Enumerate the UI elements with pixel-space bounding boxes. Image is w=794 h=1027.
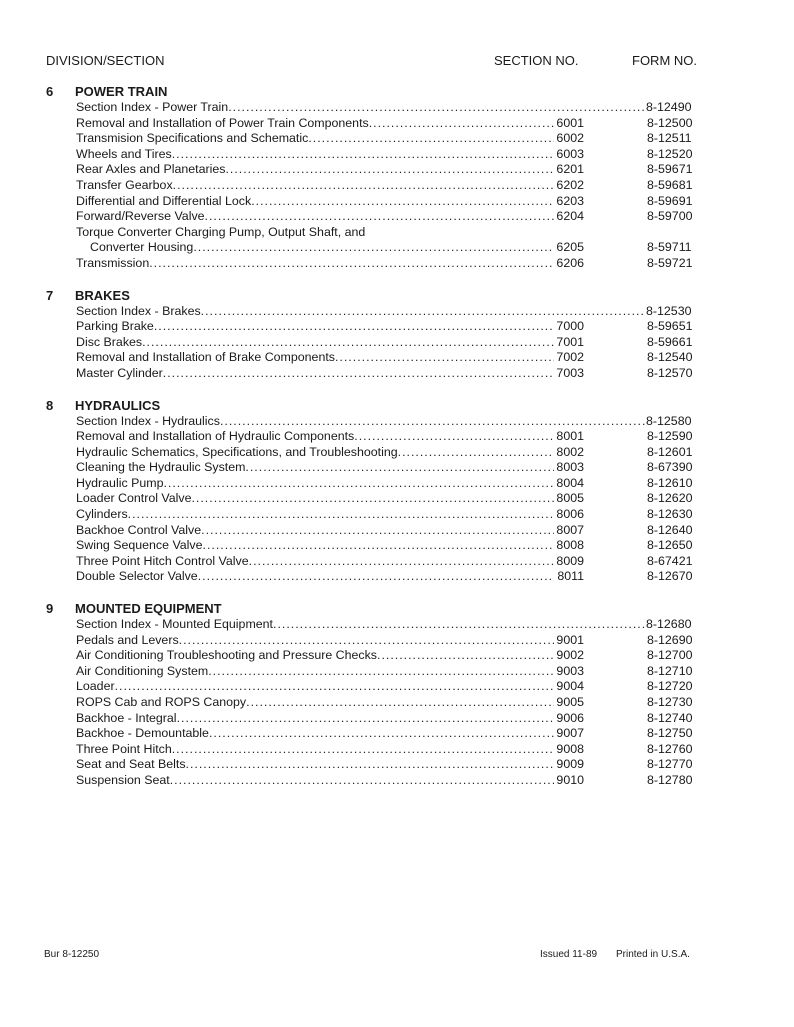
dot-leader [208,664,554,680]
entry-section-number: 8007 [556,522,584,537]
entry-section-number: 8011 [557,569,584,584]
dot-leader [173,178,554,194]
section-title: BRAKES [75,287,130,303]
toc-entry [44,147,704,163]
entry-title: Seat and Seat Belts [76,757,186,772]
entry-title-line [76,445,554,461]
entry-title: Hydraulic Pump [76,475,164,490]
entry-form-number: 8-67390 [647,460,693,475]
section-title: POWER TRAIN [75,84,168,99]
entry-form-number: 8-12690 [647,632,693,647]
entry-title: Section Index - Mounted Equipment [76,617,273,632]
dot-leader [179,633,554,649]
toc-entry [44,773,704,789]
entry-title-line [76,162,554,178]
dot-leader [377,648,554,664]
entry-title: Section Index - Brakes [76,303,201,318]
entry-section-number: 9002 [556,648,584,663]
entry-title: Disc Brakes [76,334,143,349]
entry-section-number: 8006 [556,507,584,522]
entry-form-number: 8-59700 [647,209,693,224]
dot-leader [191,491,554,507]
entry-form-number: 8-12490 [646,100,692,114]
footer-issued-date: Issued 11-89 [540,949,598,960]
entry-title: Loader Control Valve [76,491,192,506]
entry-form-number: 8-12670 [647,569,693,584]
dot-leader [220,414,646,430]
dot-leader [335,350,554,366]
entry-title-line [76,757,554,773]
dot-leader [201,523,554,539]
entry-title: Air Conditioning Troubleshooting and Pressure Checks [76,648,377,663]
entry-title: Cylinders [76,507,128,522]
entry-form-number: 8-12700 [647,648,693,663]
entry-title-line [76,100,646,116]
entry-section-number: 6001 [556,115,584,130]
entry-title-line [76,178,554,194]
dot-leader [186,757,554,773]
toc-entry [44,648,704,664]
entry-form-number: 8-12710 [647,663,693,678]
entry-section-number: 9005 [556,695,584,709]
table-of-contents [44,82,704,803]
toc-section [44,599,704,789]
entry-title: Parking Brake [76,319,154,334]
entry-title: Backhoe - Integral [76,710,177,725]
entry-form-number: 8-12730 [647,695,693,709]
toc-entry [44,429,704,445]
toc-entry [44,679,704,695]
section-heading [44,82,704,100]
entry-section-number: 6002 [556,131,584,146]
entry-title-line [76,209,554,225]
entry-title: Transfer Gearbox [76,177,173,192]
entry-title-line [76,742,554,758]
entry-title: Removal and Installation of Hydraulic Components [76,429,355,444]
entry-title: Cleaning the Hydraulic System [76,460,246,475]
dot-leader [193,240,554,256]
entry-section-number: 9008 [556,741,584,756]
dot-leader [308,131,554,147]
form-no-header: FORM NO. [632,53,697,68]
entry-form-number: 8-12650 [647,538,693,553]
entry-title-line [76,569,554,585]
toc-entry [44,225,704,256]
entry-form-number: 8-12590 [647,429,693,444]
entry-title-line [76,304,646,320]
entry-form-number: 8-59691 [647,193,693,208]
toc-entry [44,711,704,727]
entry-title: Backhoe Control Valve [76,522,202,537]
dot-leader [115,679,554,695]
dot-leader [149,256,554,272]
entry-title-line [76,773,554,789]
toc-entry [44,491,704,507]
entry-title-line [76,648,554,664]
toc-entry [44,617,704,633]
entry-section-number: 7001 [556,334,584,349]
toc-entry [44,178,704,194]
entry-form-number: 8-12500 [647,115,693,130]
entry-section-number: 6206 [556,255,584,270]
entry-title: Converter Housing [90,240,194,255]
toc-entry [44,116,704,132]
toc-entry [44,476,704,492]
entry-section-number: 8004 [556,475,584,490]
entry-form-number: 8-12540 [647,350,693,365]
entry-section-number: 9007 [556,726,584,741]
entry-title-line [76,538,554,554]
entry-title-line [76,507,554,523]
entry-title-line [76,194,554,210]
division-section-header: DIVISION/SECTION [46,53,165,68]
toc-entry [44,633,704,649]
entry-form-number: 8-12601 [647,444,693,459]
toc-entry [44,194,704,210]
section-title: MOUNTED EQUIPMENT [75,601,222,617]
dot-leader [203,538,554,554]
entry-title: Suspension Seat [76,772,170,787]
entry-section-number: 6003 [556,146,584,161]
column-header-row [46,53,696,71]
entry-section-number: 6205 [556,240,584,255]
entry-form-number: 8-59711 [647,240,692,255]
entry-title: Transmission [76,255,150,270]
entry-title: Removal and Installation of Brake Components [76,350,335,365]
entry-section-number: 9010 [556,772,584,787]
entry-form-number: 8-12580 [646,413,692,428]
toc-entry [44,209,704,225]
entry-section-number: 9003 [556,663,584,678]
entry-section-number: 7002 [556,350,584,365]
entry-form-number: 8-12620 [647,491,693,506]
entry-section-number: 6202 [556,177,584,192]
entry-title: Air Conditioning System [76,663,209,678]
toc-entry [44,445,704,461]
dot-leader [128,507,554,523]
entry-title: Transmision Specifications and Schematic [76,131,309,146]
dot-leader [142,335,554,351]
entry-section-number: 7000 [556,319,584,334]
entry-section-number: 7003 [556,365,584,380]
entry-title-line [76,335,554,351]
dot-leader [198,569,554,585]
entry-form-number: 8-12630 [647,507,693,522]
entry-form-number: 8-12740 [647,710,693,725]
section-heading [44,286,704,304]
entry-title: Hydraulic Schematics, Specifications, and Troubleshooting [76,444,398,459]
dot-leader [273,617,646,633]
dot-leader [228,100,646,116]
entry-title-line [76,711,554,727]
toc-entry [44,304,704,320]
entry-title: Three Point Hitch Control Valve [76,553,249,568]
dot-leader [163,366,554,382]
toc-section [44,286,704,382]
entry-form-number: 8-12680 [646,617,692,632]
entry-section-number: 9004 [556,679,584,694]
entry-title-line [76,460,554,476]
entry-title: Wheels and Tires [76,146,172,161]
dot-leader [251,194,554,210]
entry-form-number: 8-12750 [647,726,693,741]
toc-entry [44,366,704,382]
entry-title-line [76,726,554,742]
dot-leader [354,429,554,445]
toc-entry [44,726,704,742]
entry-section-number: 6204 [556,209,584,224]
footer-form-number: Bur 8-12250 [44,949,100,960]
entry-section-number: 6203 [556,193,584,208]
entry-title-line [76,414,646,430]
entry-form-number: 8-12640 [647,522,693,537]
entry-form-number: 8-12610 [647,475,693,490]
entry-section-number: 8008 [556,538,584,553]
dot-leader [369,116,554,132]
entry-form-number: 8-59721 [647,255,693,270]
entry-title-line [76,147,554,163]
entry-form-number: 8-12720 [647,679,693,694]
section-number: 8 [46,397,54,413]
entry-title-line [76,131,554,147]
entry-title: Removal and Installation of Power Train Components [76,115,369,130]
entry-section-number: 9006 [556,710,584,725]
dot-leader [170,773,554,789]
dot-leader [245,460,554,476]
section-title: HYDRAULICS [75,397,161,413]
dot-leader [398,445,554,461]
entry-title-line [76,679,554,695]
section-heading [44,599,704,617]
dot-leader [209,726,554,742]
entry-form-number: 8-12760 [647,741,693,756]
footer-printed-in: Printed in U.S.A. [616,949,690,960]
dot-leader [177,711,554,727]
section-number: 7 [46,287,54,303]
entry-form-number: 8-12520 [647,146,693,161]
entry-title: Torque Converter Charging Pump, Output Shaft, and [76,224,366,239]
entry-section-number: 9009 [556,757,584,772]
entry-title-line [76,664,554,680]
toc-entry [44,319,704,335]
entry-title: Forward/Reverse Valve [76,209,205,224]
toc-entry [44,742,704,758]
entry-form-number: 8-12511 [647,131,692,146]
toc-entry [44,538,704,554]
toc-entry [44,695,704,711]
entry-form-number: 8-12770 [647,757,693,772]
entry-title-line [76,554,554,570]
dot-leader [163,476,554,492]
section-no-header: SECTION NO. [494,53,579,68]
entry-title: Backhoe - Demountable [76,726,209,741]
toc-entry [44,414,704,430]
section-heading [44,396,704,414]
entry-title: Master Cylinder [76,365,163,380]
entry-title-line [76,617,646,633]
entry-form-number: 8-12780 [647,772,693,787]
entry-form-number: 8-59681 [647,177,693,192]
dot-leader [201,304,646,320]
entry-title-line [76,429,554,445]
entry-title-line [76,319,554,335]
entry-title: Pedals and Levers [76,632,179,647]
dot-leader [154,319,554,335]
entry-section-number: 8002 [556,444,584,459]
toc-entry [44,757,704,773]
toc-entry [44,350,704,366]
entry-title: Differential and Differential Lock [76,193,252,208]
entry-section-number: 9001 [556,632,584,647]
dot-leader [172,742,554,758]
entry-form-number: 8-12530 [646,303,692,318]
section-number: 9 [46,601,54,617]
entry-title-line [76,695,554,711]
entry-form-number: 8-59671 [647,162,693,177]
entry-section-number: 8005 [556,491,584,506]
toc-section [44,396,704,586]
toc-entry [44,131,704,147]
entry-section-number: 8001 [556,429,584,444]
toc-entry [44,523,704,539]
entry-title-line [76,633,554,649]
entry-title-line [76,476,554,492]
entry-section-number: 8009 [556,553,584,568]
entry-title-line [76,116,554,132]
entry-title-line [76,523,554,539]
toc-entry [44,554,704,570]
entry-title: Rear Axles and Planetaries [76,162,226,177]
entry-title-continued [90,240,554,256]
toc-entry [44,100,704,116]
entry-form-number: 8-59661 [647,334,693,349]
entry-title-line [76,366,554,382]
dot-leader [205,209,554,225]
entry-form-number: 8-59651 [647,319,693,334]
entry-title: Section Index - Power Train [76,100,229,114]
dot-leader [249,554,554,570]
dot-leader [246,695,554,711]
toc-entry [44,460,704,476]
entry-title: Double Selector Valve [76,569,198,584]
toc-entry [44,162,704,178]
entry-title: Three Point Hitch [76,741,172,756]
entry-form-number: 8-67421 [647,553,693,568]
entry-section-number: 8003 [556,460,584,475]
dot-leader [172,147,554,163]
entry-title: Loader [76,679,115,694]
entry-title-line [76,350,554,366]
toc-section [44,82,704,272]
entry-title: Section Index - Hydraulics [76,413,220,428]
section-number: 6 [46,84,54,99]
toc-entry [44,335,704,351]
toc-entry [44,507,704,523]
entry-title: Swing Sequence Valve [76,538,203,553]
toc-entry [44,256,704,272]
entry-title-line [76,491,554,507]
entry-title: ROPS Cab and ROPS Canopy [76,695,247,709]
dot-leader [225,162,554,178]
entry-section-number: 6201 [556,162,584,177]
toc-entry [44,569,704,585]
entry-form-number: 8-12570 [647,365,693,380]
toc-entry [44,664,704,680]
entry-title-line [76,256,554,272]
